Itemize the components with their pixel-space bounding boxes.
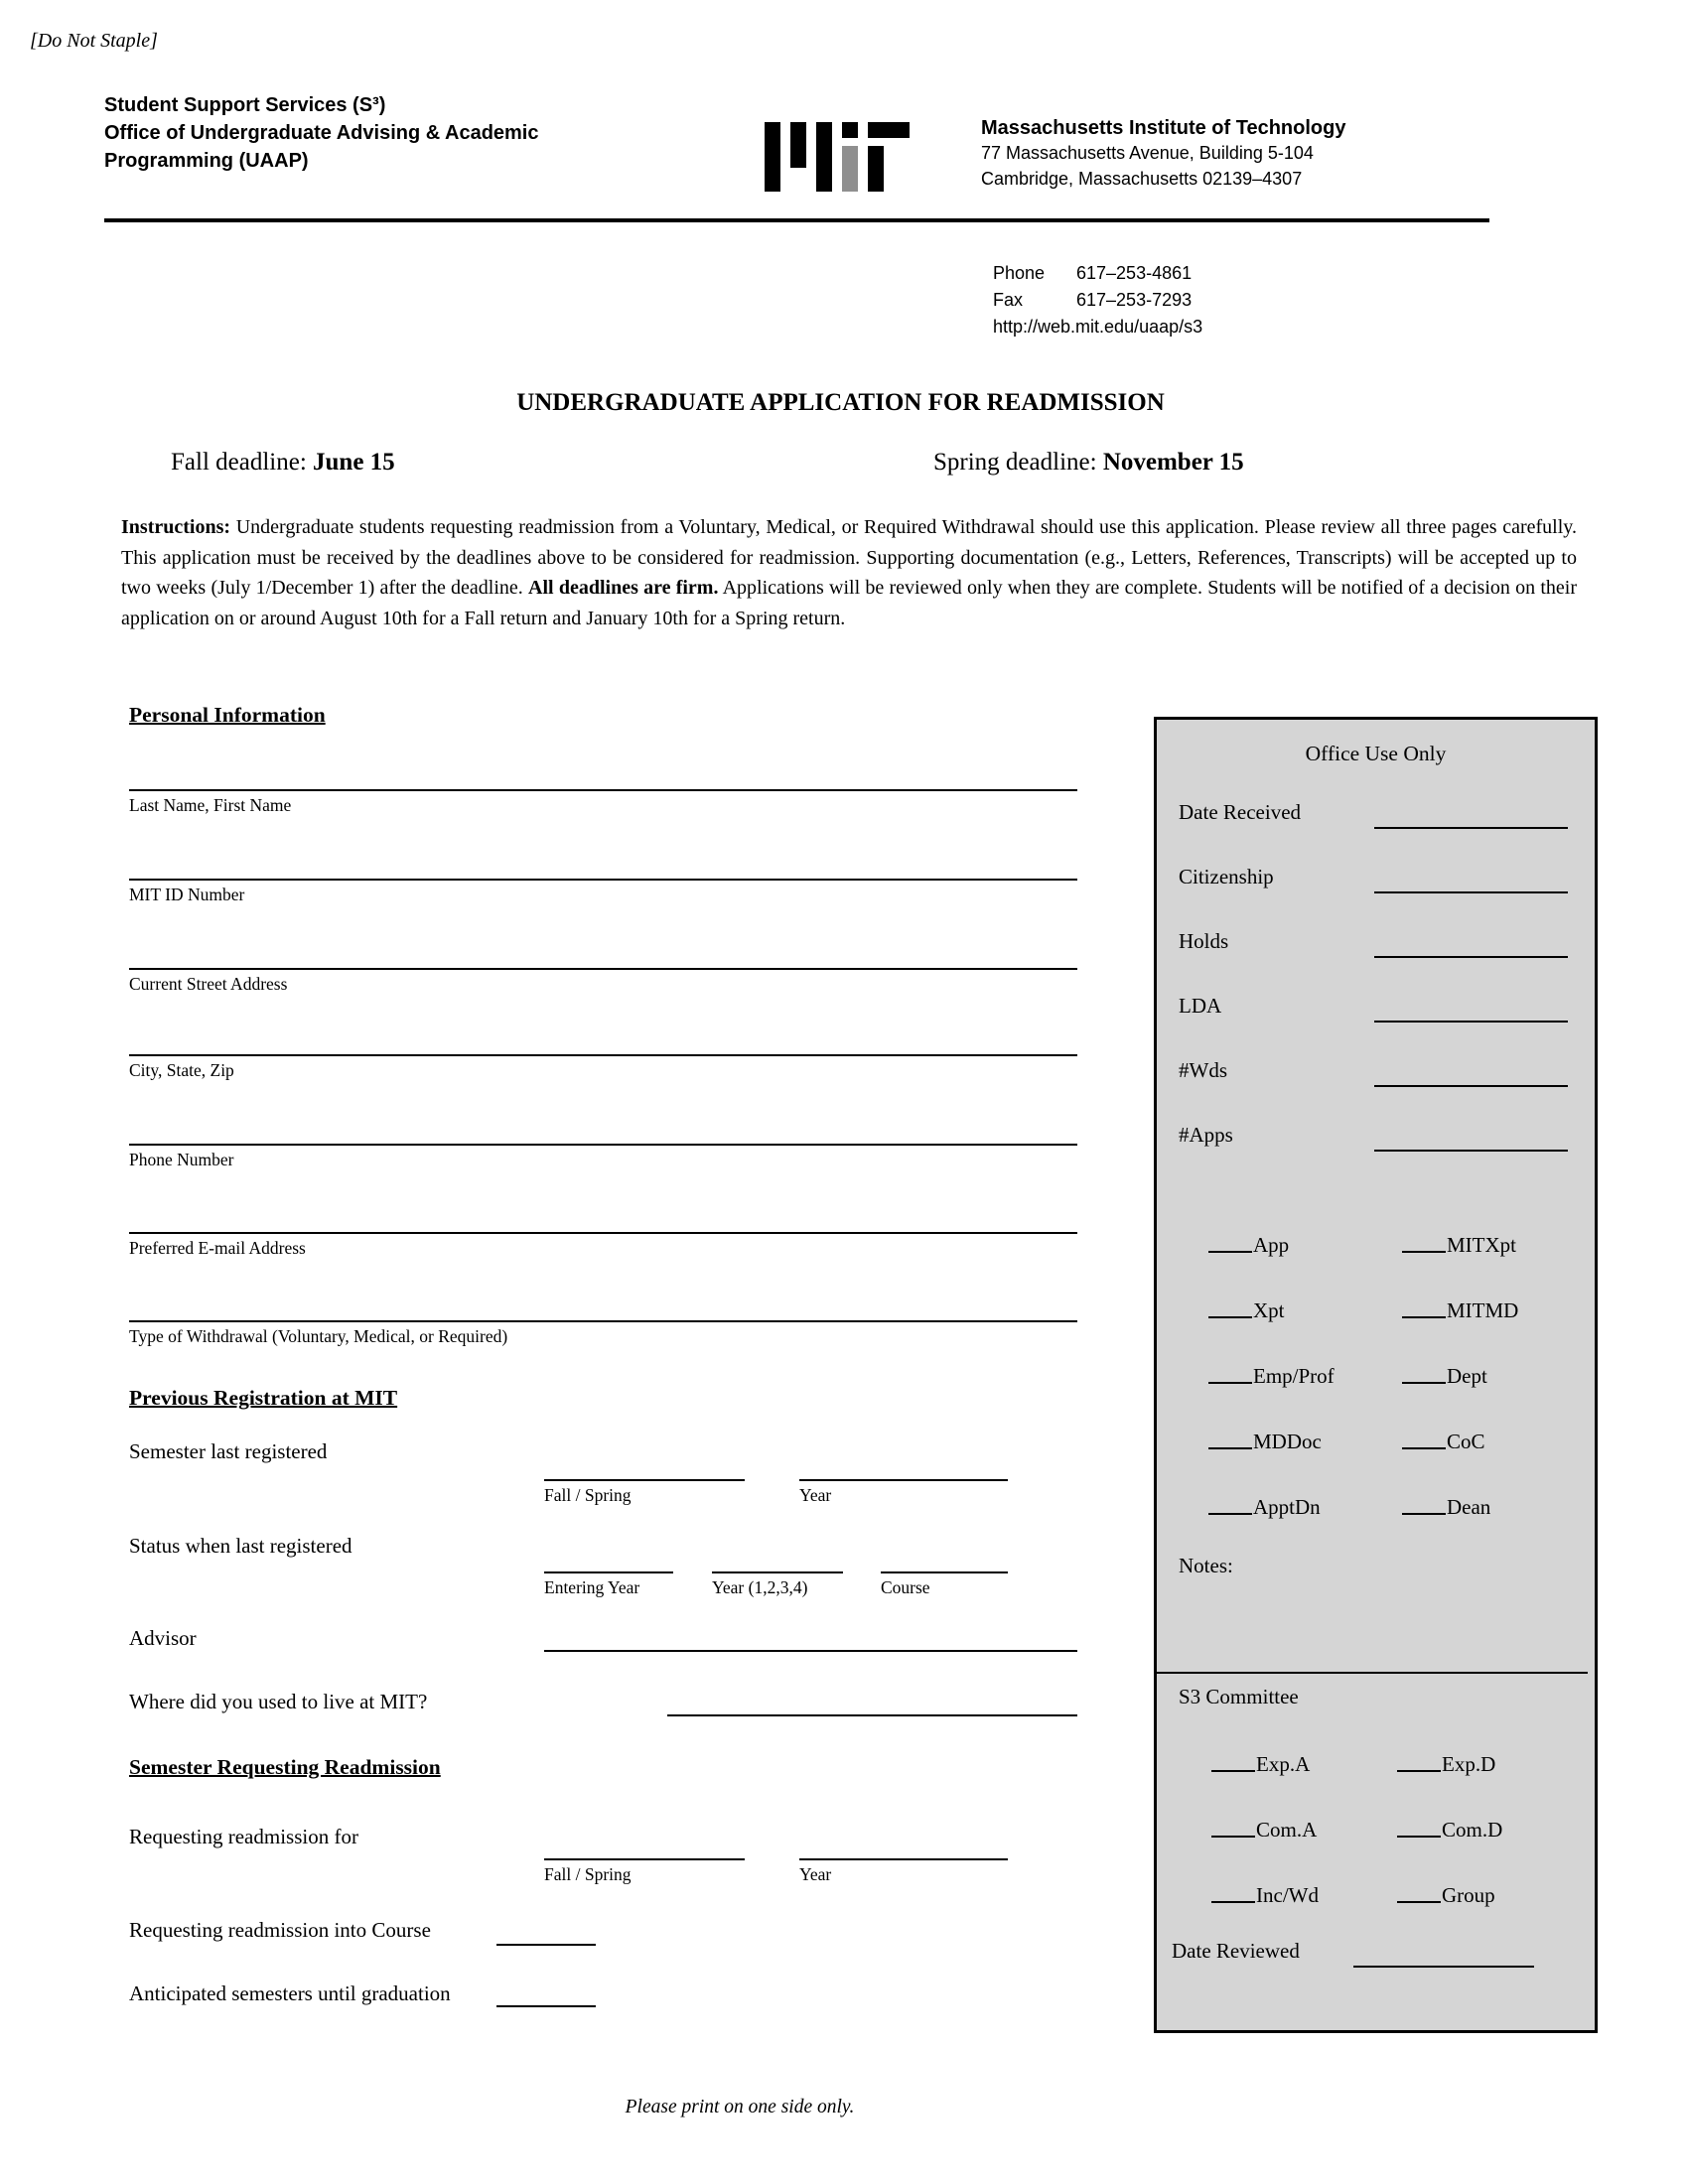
check-dean: [1402, 1495, 1490, 1520]
wds-label: #Wds: [1179, 1058, 1227, 1082]
mit-logo-i-dot: [842, 122, 858, 138]
status-course-caption: Course: [881, 1577, 930, 1597]
semester-last-registered-label: Semester last registered: [129, 1439, 328, 1463]
apps-label: #Apps: [1179, 1123, 1233, 1147]
requesting-course-label: Requesting readmission into Course: [129, 1918, 431, 1942]
committee-exp-d-label: Exp.D: [1442, 1752, 1496, 1776]
check-mddoc: [1208, 1430, 1322, 1454]
semester-last-registered-year-blank: [799, 1479, 1008, 1506]
committee-inc-wd-blank[interactable]: [1211, 1901, 1255, 1903]
semester-requesting-heading: Semester Requesting Readmission: [129, 1755, 441, 1779]
previous-registration-heading: Previous Registration at MIT: [129, 1386, 398, 1410]
requesting-year-caption: Year: [799, 1864, 832, 1884]
check-emp-prof: [1208, 1364, 1335, 1389]
date-received-input-line[interactable]: [1374, 827, 1568, 829]
field-last-first-name: [129, 789, 1077, 816]
committee-group-label: Group: [1442, 1883, 1495, 1907]
spring-deadline: [933, 449, 1244, 477]
check-mitxpt: [1402, 1233, 1516, 1258]
street-address-label: Current Street Address: [129, 974, 288, 994]
check-mitxpt-blank[interactable]: [1402, 1251, 1446, 1253]
check-mitmd-label: MITMD: [1447, 1298, 1519, 1322]
field-withdrawal-type: [129, 1320, 1077, 1347]
mit-id-label: MIT ID Number: [129, 885, 245, 904]
personal-information-heading: Personal Information: [129, 703, 326, 727]
check-apptdn-label: ApptDn: [1253, 1495, 1321, 1519]
committee-com-a-blank[interactable]: [1211, 1836, 1255, 1838]
spring-deadline-value: November 15: [1102, 449, 1244, 476]
check-mddoc-label: MDDoc: [1253, 1430, 1322, 1453]
mit-logo-bar-m1: [765, 122, 780, 192]
requesting-term-blank: [544, 1858, 745, 1885]
do-not-staple-note: [Do Not Staple]: [30, 30, 158, 52]
mit-logo-bar-m2: [790, 122, 806, 168]
where-lived-label: Where did you used to live at MIT?: [129, 1690, 428, 1713]
field-email: [129, 1232, 1077, 1259]
org-line-1: Student Support Services (S³): [104, 94, 386, 116]
holds-input-line[interactable]: [1374, 956, 1568, 958]
check-dept-blank[interactable]: [1402, 1382, 1446, 1384]
header-divider: [104, 218, 1489, 222]
fall-deadline-value: June 15: [313, 449, 395, 476]
field-street-address: [129, 968, 1077, 995]
check-mitmd: [1402, 1298, 1518, 1323]
office-use-only-heading: Office Use Only: [1305, 742, 1447, 765]
office-use-only-box: [1154, 717, 1598, 2033]
mit-logo-i-stem: [842, 146, 858, 192]
withdrawal-type-label: Type of Withdrawal (Voluntary, Medical, or Required): [129, 1326, 508, 1346]
fax-label: Fax: [993, 290, 1024, 310]
contact-block: [993, 260, 1202, 341]
committee-com-a: [1211, 1818, 1317, 1843]
last-first-name-label: Last Name, First Name: [129, 795, 292, 815]
fall-deadline-label: Fall deadline:: [171, 449, 314, 476]
committee-group: [1397, 1883, 1495, 1908]
check-emp-prof-blank[interactable]: [1208, 1382, 1252, 1384]
semester-term-caption: Fall / Spring: [544, 1485, 632, 1505]
header-right: [981, 117, 1345, 192]
entering-year-caption: Entering Year: [544, 1577, 640, 1597]
check-app-blank[interactable]: [1208, 1251, 1252, 1253]
committee-inc-wd-label: Inc/Wd: [1256, 1883, 1319, 1907]
mit-logo-t-stem: [868, 146, 884, 192]
check-apptdn-blank[interactable]: [1208, 1513, 1252, 1515]
city-state-zip-label: City, State, Zip: [129, 1060, 234, 1080]
instructions-paragraph: [121, 512, 1577, 633]
committee-group-blank[interactable]: [1397, 1901, 1441, 1903]
instructions-text-2: Applications will be reviewed only when they are complete. Students will be notified of a decision on their application on or around August 10th for a Fall return and January 10th for a Spring return.: [121, 577, 1577, 629]
where-lived-input-line[interactable]: [667, 1714, 1077, 1716]
check-xpt: [1208, 1298, 1285, 1323]
status-course-blank: [881, 1571, 1008, 1598]
check-app-label: App: [1253, 1233, 1290, 1257]
citizenship-label: Citizenship: [1179, 865, 1274, 888]
date-reviewed-label: Date Reviewed: [1172, 1939, 1300, 1963]
semester-year-caption: Year: [799, 1485, 832, 1505]
advisor-label: Advisor: [129, 1626, 197, 1650]
citizenship-input-line[interactable]: [1374, 891, 1568, 893]
committee-exp-d: [1397, 1752, 1495, 1777]
committee-com-a-label: Com.A: [1256, 1818, 1318, 1842]
phone-label: Phone: [993, 263, 1046, 283]
committee-com-d-blank[interactable]: [1397, 1836, 1441, 1838]
date-reviewed-input-line[interactable]: [1353, 1966, 1534, 1968]
email-label: Preferred E-mail Address: [129, 1238, 306, 1258]
requesting-for-label: Requesting readmission for: [129, 1825, 358, 1848]
status-last-registered-label: Status when last registered: [129, 1534, 352, 1558]
check-dean-label: Dean: [1447, 1495, 1491, 1519]
committee-com-d-label: Com.D: [1442, 1818, 1503, 1842]
phone-number: 617–253-4861: [1076, 263, 1193, 283]
mit-logo-t-cap: [868, 122, 910, 138]
date-received-label: Date Received: [1179, 800, 1302, 824]
check-coc-blank[interactable]: [1402, 1447, 1446, 1449]
header-left: [104, 91, 539, 175]
lda-label: LDA: [1179, 994, 1222, 1018]
field-city-state-zip: [129, 1054, 1077, 1081]
committee-exp-d-blank[interactable]: [1397, 1770, 1441, 1772]
check-dept-label: Dept: [1447, 1364, 1487, 1388]
instructions-label: Instructions:: [121, 516, 231, 538]
institute-name: Massachusetts Institute of Technology: [981, 117, 1346, 139]
committee-inc-wd: [1211, 1883, 1319, 1908]
check-xpt-blank[interactable]: [1208, 1316, 1252, 1318]
field-phone-number: [129, 1144, 1077, 1170]
requesting-year-blank: [799, 1858, 1008, 1885]
phone-row: [993, 260, 1202, 287]
status-entering-year-blank: [544, 1571, 673, 1598]
institute-address-1: 77 Massachusetts Avenue, Building 5-104: [981, 143, 1314, 163]
notes-divider-line: [1157, 1672, 1588, 1674]
committee-com-d: [1397, 1818, 1502, 1843]
anticipated-semesters-input-line[interactable]: [496, 2005, 596, 2007]
check-xpt-label: Xpt: [1253, 1298, 1285, 1322]
check-dean-blank[interactable]: [1402, 1513, 1446, 1515]
anticipated-semesters-label: Anticipated semesters until graduation: [129, 1981, 451, 2005]
fax-row: [993, 287, 1202, 314]
wds-input-line[interactable]: [1374, 1085, 1568, 1087]
check-apptdn: [1208, 1495, 1321, 1520]
website-url: http://web.mit.edu/uaap/s3: [993, 317, 1203, 337]
institute-address-2: Cambridge, Massachusetts 02139–4307: [981, 169, 1303, 189]
phone-number-label: Phone Number: [129, 1150, 234, 1169]
check-app: [1208, 1233, 1289, 1258]
mit-logo-bar-m3: [816, 122, 832, 192]
check-dept: [1402, 1364, 1487, 1389]
fax-number: 617–253-7293: [1076, 290, 1193, 310]
semester-last-registered-term-blank: [544, 1479, 745, 1506]
check-coc-label: CoC: [1447, 1430, 1485, 1453]
instructions-text-1: Undergraduate students requesting readmission from a Voluntary, Medical, or Required Withdrawal should use this application. Please review all three pages carefully. This application must be received by the deadlines above to be considered for readmission. Supporting documentation (e.g., Letters, References, Transcripts) will be accepted up to two weeks (July 1/December 1) after the deadline.: [121, 516, 1577, 599]
committee-exp-a-blank[interactable]: [1211, 1770, 1255, 1772]
lda-input-line[interactable]: [1374, 1021, 1568, 1023]
apps-input-line[interactable]: [1374, 1150, 1568, 1152]
instructions-bold-deadlines: All deadlines are firm.: [528, 577, 719, 599]
org-line-3: Programming (UAAP): [104, 150, 309, 172]
committee-exp-a: [1211, 1752, 1310, 1777]
holds-label: Holds: [1179, 929, 1229, 953]
check-mitxpt-label: MITXpt: [1447, 1233, 1516, 1257]
committee-exp-a-label: Exp.A: [1256, 1752, 1311, 1776]
org-line-2: Office of Undergraduate Advising & Academic: [104, 122, 539, 144]
status-year-caption: Year (1,2,3,4): [712, 1577, 808, 1597]
check-mddoc-blank[interactable]: [1208, 1447, 1252, 1449]
check-mitmd-blank[interactable]: [1402, 1316, 1446, 1318]
field-mit-id: [129, 879, 1077, 905]
mit-logo: [765, 122, 910, 192]
status-year-blank: [712, 1571, 843, 1598]
footer-note: Please print on one side only.: [625, 2097, 855, 2117]
form-title: UNDERGRADUATE APPLICATION FOR READMISSION: [516, 389, 1165, 416]
requesting-course-input-line[interactable]: [496, 1944, 596, 1946]
requesting-term-caption: Fall / Spring: [544, 1864, 632, 1884]
notes-label: Notes:: [1179, 1554, 1233, 1577]
spring-deadline-label: Spring deadline:: [933, 449, 1103, 476]
check-coc: [1402, 1430, 1485, 1454]
advisor-input-line[interactable]: [544, 1650, 1077, 1652]
check-emp-prof-label: Emp/Prof: [1253, 1364, 1335, 1388]
fall-deadline: [171, 449, 395, 477]
s3-committee-label: S3 Committee: [1179, 1685, 1299, 1708]
